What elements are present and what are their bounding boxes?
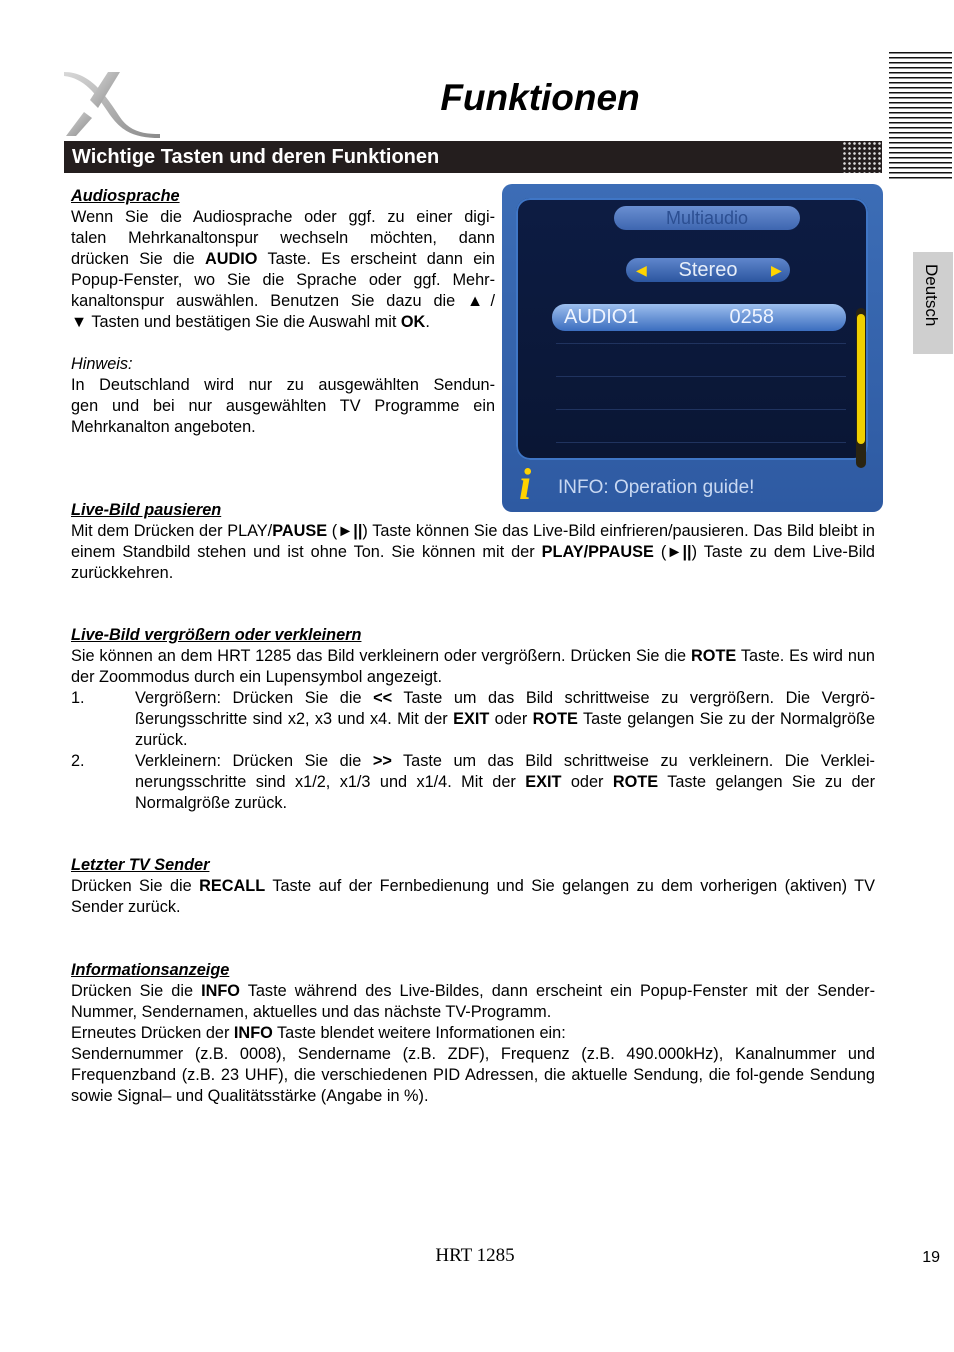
track-pid: 0258 — [729, 306, 774, 328]
list-divider — [556, 343, 846, 344]
screen-title: Multiaudio — [614, 206, 800, 230]
scrollbar — [856, 308, 866, 468]
list-divider — [556, 442, 846, 443]
multiaudio-panel — [516, 198, 868, 460]
arrow-right-icon: ▶ — [771, 262, 782, 278]
zoom-steps — [71, 688, 875, 814]
list-item: 1. Vergrößern: Drücken Sie die << Taste um das Bild schrittweise zu vergrößern. Die Vergrö-ßerungsschritte sind x2, x3 und x4. Mit der EXIT oder ROTE Taste gelangen Sie zu der Normalgröße zurück. — [71, 689, 875, 749]
language-tab-label: Deutsch — [922, 264, 941, 327]
audiosprache-text — [71, 207, 495, 333]
list-divider — [556, 376, 846, 377]
note-label: Hinweis: — [71, 355, 133, 373]
text-line: drücken Sie die AUDIO Taste. Es erscheint dann ein — [71, 250, 495, 268]
pause-heading: Live-Bild pausieren — [71, 501, 222, 519]
footer-model: HRT 1285 — [435, 1245, 515, 1266]
info-section — [71, 960, 875, 1107]
scrollbar-thumb — [857, 314, 865, 444]
text-line: Mehrkanalton angeboten. — [71, 418, 256, 436]
multiaudio-screenshot — [502, 184, 883, 512]
zoom-heading: Live-Bild vergrößern oder verkleinern — [71, 626, 362, 644]
pause-section — [71, 500, 875, 584]
list-divider — [556, 409, 846, 410]
audiosprache-heading: Audiosprache — [71, 187, 180, 205]
note-text — [71, 375, 495, 438]
info-text-3: Sendernummer (z.B. 0008), Sendername (z.B. ZDF), Frequenz (z.B. 490.000kHz), Kanalnummer und Frequenzband (z.B. 23 UHF), die verschiedenen PID Adressen, die aktuelle Sendung, die fol-gende Sendung sowie Signal– und Qualitätsstärke (Angabe in %). — [71, 1045, 875, 1105]
list-item: 2. Verkleinern: Drücken Sie die >> Taste um das Bild schrittweise zu verkleinern. Die Verklei-nerungsschritte sind x1/2, x1/3 und x1/4. Mit der EXIT oder ROTE Taste gelangen Sie zu der Normalgröße zurück. — [71, 752, 876, 812]
brand-logo — [62, 68, 162, 138]
info-text-2: Erneutes Drücken der INFO Taste blendet weitere Informationen ein: — [71, 1024, 566, 1042]
info-heading: Informationsanzeige — [71, 961, 230, 979]
info-text-1: Drücken Sie die INFO Taste während des Live-Bildes, dann erscheint ein Popup-Fenster mit der Sender-Nummer, Sendernamen, aktuelles und das nächste TV-Programm. — [71, 982, 875, 1021]
zoom-text: Sie können an dem HRT 1285 das Bild verkleinern oder vergrößern. Drücken Sie die ROTE Taste. Es wird nun der Zoommodus durch ein Lupensymbol angezeigt. — [71, 647, 875, 686]
zoom-section — [71, 625, 875, 814]
track-name: AUDIO1 — [564, 306, 639, 328]
pause-text: Mit dem Drücken der PLAY/PAUSE (►||) Taste können Sie das Live-Bild einfrieren/pausieren. Das Bild bleibt in einem Standbild stehen und ist ohne Ton. Sie können mit der PLAY/PPAUSE (►||) Taste zu dem Live-Bild zurückkehren. — [71, 522, 875, 582]
recall-heading: Letzter TV Sender — [71, 856, 210, 874]
text-line: kanaltonspur auswählen. Benutzen Sie dazu die ▲/ — [71, 292, 495, 310]
decorative-stripes — [889, 52, 952, 180]
text-line: ▼ Tasten und bestätigen Sie die Auswahl mit OK. — [71, 313, 430, 331]
dot-pattern — [842, 141, 882, 173]
info-icon: i — [519, 460, 532, 509]
audio-mode: Stereo — [626, 258, 790, 282]
info-text: INFO: Operation guide! — [558, 477, 755, 498]
audiosprache-section — [71, 186, 495, 438]
arrow-left-icon: ◀ — [636, 262, 647, 278]
page-title: Funktionen — [440, 77, 640, 118]
text-line: Popup-Fenster, wo Sie die Sprache oder ggf. Mehr- — [71, 271, 495, 289]
recall-text: Drücken Sie die RECALL Taste auf der Fernbedienung und Sie gelangen zu dem vorherigen (aktiven) TV Sender zurück. — [71, 877, 875, 916]
audio-track-row — [552, 304, 846, 331]
language-tab — [913, 252, 953, 354]
text-line: Wenn Sie die Audiosprache oder ggf. zu einer digi- — [71, 208, 495, 226]
page-number: 19 — [922, 1249, 940, 1266]
text-line: talen Mehrkanaltonspur wechseln möchten, dann — [71, 229, 495, 247]
section-header — [64, 141, 882, 173]
recall-section — [71, 855, 875, 918]
section-title: Wichtige Tasten und deren Funktionen — [72, 146, 440, 168]
text-line: In Deutschland wird nur zu ausgewählten Sendun- — [71, 376, 495, 394]
text-line: gen und bei nur ausgewählten TV Programme ein — [71, 397, 495, 415]
